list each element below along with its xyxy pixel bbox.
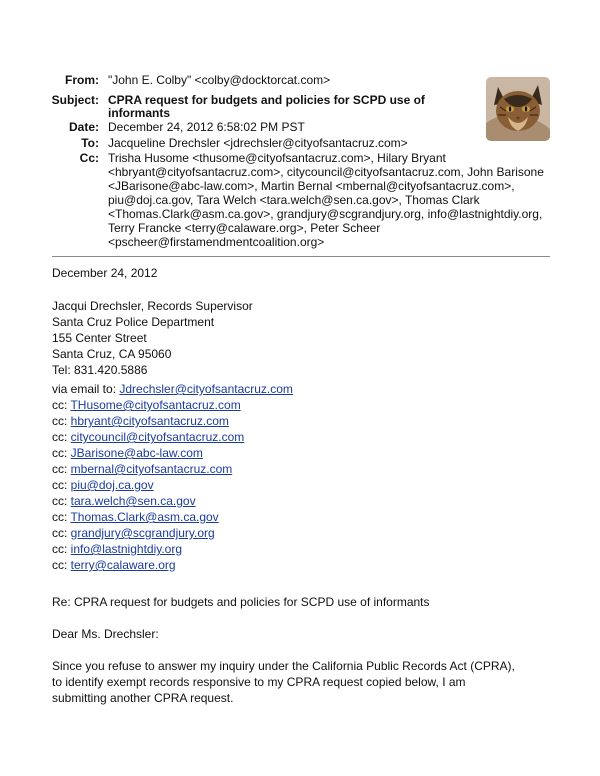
salutation: Dear Ms. Drechsler: [52, 627, 159, 641]
cc-email-link[interactable]: Thomas.Clark@asm.ca.gov [70, 510, 219, 524]
cc-prefix: cc: [52, 494, 71, 508]
header-divider [52, 256, 550, 257]
paragraph-line: submitting another CPRA request. [52, 691, 234, 705]
address-line: Tel: 831.420.5886 [52, 363, 148, 377]
cc-email-link[interactable]: mbernal@cityofsantacruz.com [70, 462, 233, 476]
cc-prefix: cc: [52, 526, 71, 540]
cc-prefix: cc: [52, 414, 71, 428]
cc-prefix: cc: [52, 478, 71, 492]
address-line: 155 Center Street [52, 331, 147, 345]
cc-email-link[interactable]: THusome@cityofsantacruz.com [70, 398, 241, 412]
cc-email-link[interactable]: piu@doj.ca.gov [70, 478, 154, 492]
cc-line: Terry Francke <terry@calaware.org>, Peter Scheer [108, 221, 381, 235]
cc-prefix: cc: [52, 446, 71, 460]
cc-line: Trisha Husome <thusome@cityofsantacruz.com>, Hilary Bryant [108, 151, 446, 165]
cc-list-item [52, 493, 572, 510]
subject-label: Subject: [51, 93, 99, 107]
cc-line: <Thomas.Clark@asm.ca.gov>, grandjury@scgrandjury.org, info@lastnightdiy.org, [108, 207, 543, 221]
cc-email-link[interactable]: terry@calaware.org [70, 558, 176, 572]
subject-line-1: CPRA request for budgets and policies for SCPD use of [108, 93, 425, 107]
from-value: "John E. Colby" <colby@docktorcat.com> [108, 73, 331, 87]
cc-list-item [52, 445, 572, 462]
address-line: Santa Cruz, CA 95060 [52, 347, 172, 361]
cc-email-link[interactable]: tara.welch@sen.ca.gov [70, 494, 196, 508]
via-prefix: via email to: [52, 382, 120, 396]
to-label: To: [81, 136, 99, 150]
re-line: Re: CPRA request for budgets and policies for SCPD use of informants [52, 595, 430, 609]
cc-list-item [52, 429, 572, 446]
cc-label: Cc: [79, 151, 99, 165]
cc-email-link[interactable]: JBarisone@abc-law.com [70, 446, 203, 460]
cc-list-item [52, 397, 572, 414]
cc-list-item [52, 525, 572, 542]
cc-list-item [52, 477, 572, 494]
cc-email-link[interactable]: grandjury@scgrandjury.org [70, 526, 215, 540]
cc-list-item [52, 541, 572, 558]
sender-avatar [486, 77, 550, 141]
cc-prefix: cc: [52, 462, 71, 476]
date-value: December 24, 2012 6:58:02 PM PST [108, 120, 305, 134]
cc-list-item [52, 557, 572, 574]
cc-prefix: cc: [52, 398, 71, 412]
cc-email-link[interactable]: citycouncil@cityofsantacruz.com [70, 430, 245, 444]
to-value: Jacqueline Drechsler <jdrechsler@cityofsantacruz.com> [108, 136, 408, 150]
via-email-link[interactable]: Jdrechsler@cityofsantacruz.com [119, 382, 293, 396]
cc-email-link[interactable]: info@lastnightdiy.org [70, 542, 183, 556]
cc-prefix: cc: [52, 510, 71, 524]
cc-prefix: cc: [52, 558, 71, 572]
cat-photo-icon [486, 77, 550, 141]
cc-list-item [52, 413, 572, 430]
cc-list-item [52, 509, 572, 526]
paragraph-line: Since you refuse to answer my inquiry under the California Public Records Act (CPRA), [52, 659, 515, 673]
cc-line: <hbryant@cityofsantacruz.com>, citycouncil@cityofsantacruz.com, John Barisone [108, 165, 544, 179]
paragraph-line: to identify exempt records responsive to my CPRA request copied below, I am [52, 675, 466, 689]
cc-prefix: cc: [52, 542, 71, 556]
cc-prefix: cc: [52, 430, 71, 444]
date-label: Date: [68, 120, 99, 134]
address-line: Jacqui Drechsler, Records Supervisor [52, 299, 253, 313]
cc-list-item [52, 461, 572, 478]
address-line: Santa Cruz Police Department [52, 315, 215, 329]
from-label: From: [65, 73, 99, 87]
cc-line: piu@doj.ca.gov, Tara Welch <tara.welch@sen.ca.gov>, Thomas Clark [108, 193, 480, 207]
cc-line: <JBarisone@abc-law.com>, Martin Bernal <mbernal@cityofsantacruz.com>, [108, 179, 515, 193]
cc-line: <pscheer@firstamendmentcoalition.org> [108, 235, 325, 249]
via-email-line [52, 381, 572, 398]
letter-date: December 24, 2012 [52, 266, 158, 280]
cc-email-link[interactable]: hbryant@cityofsantacruz.com [70, 414, 229, 428]
subject-line-2: informants [108, 106, 171, 120]
